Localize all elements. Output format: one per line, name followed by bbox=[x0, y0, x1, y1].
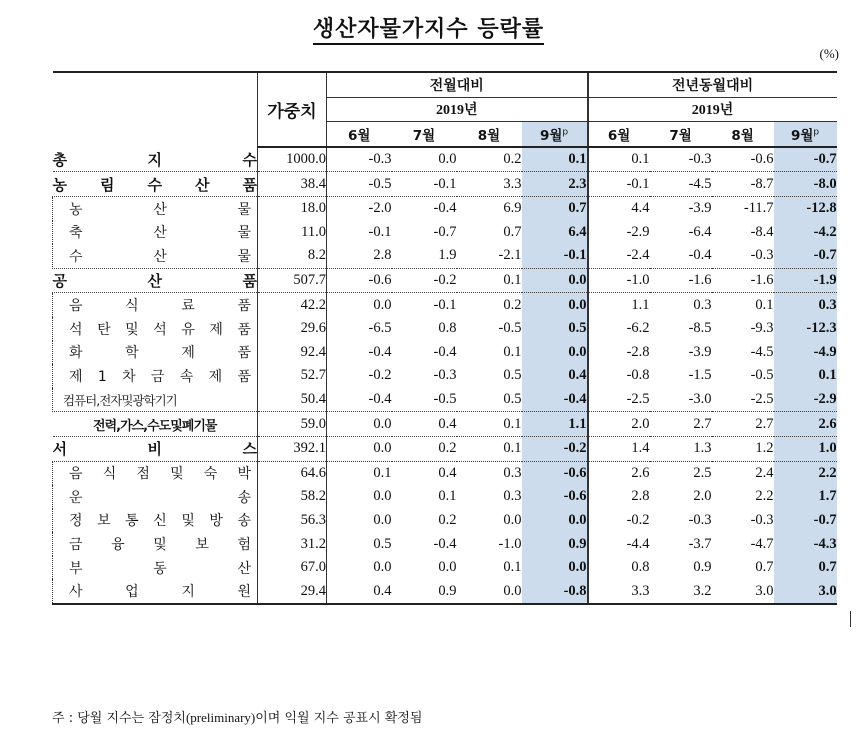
mom-value-cell: 0.2 bbox=[438, 511, 457, 528]
yoy-value-cell: 0.7 bbox=[755, 559, 774, 576]
row-label: 축 산 물 bbox=[53, 221, 258, 245]
row-label: 제 1 차 금 속 제 품 bbox=[53, 364, 258, 388]
mom-value-cell: 0.0 bbox=[522, 341, 588, 365]
yoy-month-6: 6월 bbox=[588, 122, 650, 147]
ppi-table bbox=[52, 71, 837, 605]
mom-value-cell: -0.1 bbox=[368, 223, 392, 240]
yoy-value-cell: -2.9 bbox=[774, 388, 837, 412]
yoy-value-cell: 2.2 bbox=[755, 488, 774, 505]
mom-value-cell: -2.0 bbox=[368, 200, 392, 217]
yoy-value-cell: 1.2 bbox=[712, 436, 774, 461]
yoy-value-cell: 1.4 bbox=[588, 436, 650, 461]
yoy-value-cell: 0.1 bbox=[588, 147, 650, 172]
yoy-group-header: 전년동월대비 bbox=[588, 72, 837, 97]
mom-value-cell: -2.1 bbox=[457, 244, 522, 268]
yoy-value-cell: -1.5 bbox=[688, 367, 712, 384]
yoy-value-cell: 0.7 bbox=[774, 556, 837, 580]
yoy-value-cell: 4.4 bbox=[588, 196, 650, 220]
yoy-value-cell: 2.2 bbox=[774, 461, 837, 485]
yoy-value-cell: 3.3 bbox=[588, 579, 650, 604]
mom-value-cell: 0.0 bbox=[438, 559, 457, 576]
yoy-value-cell: -2.5 bbox=[588, 388, 650, 412]
mom-value-cell: 0.0 bbox=[373, 296, 392, 313]
yoy-value-cell: 2.5 bbox=[693, 464, 712, 481]
mom-value-cell: -0.1 bbox=[392, 172, 457, 197]
yoy-value-cell: -4.5 bbox=[650, 172, 712, 197]
mom-value-cell: 0.2 bbox=[503, 296, 522, 313]
mom-value-cell: 0.3 bbox=[503, 464, 522, 481]
yoy-year-header: 2019년 bbox=[588, 97, 837, 122]
yoy-value-cell: -9.3 bbox=[750, 320, 774, 337]
mom-value-cell: -0.2 bbox=[392, 268, 457, 293]
mom-value-cell: 0.2 bbox=[392, 436, 457, 461]
yoy-value-cell: -8.5 bbox=[688, 320, 712, 337]
mom-value-cell: 0.0 bbox=[522, 268, 588, 293]
mom-value-cell: 0.2 bbox=[457, 147, 522, 172]
yoy-value-cell: 3.0 bbox=[712, 579, 774, 604]
mom-value-cell: 0.5 bbox=[503, 367, 522, 384]
weight-cell: 29.4 bbox=[258, 579, 327, 604]
mom-value-cell: -0.4 bbox=[433, 200, 457, 217]
yoy-value-cell: -6.2 bbox=[588, 317, 650, 341]
mom-value-cell: -0.6 bbox=[327, 268, 392, 293]
weight-cell: 18.0 bbox=[258, 196, 327, 220]
mom-value-cell: 0.4 bbox=[392, 412, 457, 437]
mom-value-cell: 0.0 bbox=[522, 293, 588, 317]
yoy-value-cell: -4.9 bbox=[774, 341, 837, 365]
mom-value-cell: 0.1 bbox=[457, 436, 522, 461]
yoy-value-cell: -8.4 bbox=[750, 223, 774, 240]
weight-cell: 59.0 bbox=[258, 412, 327, 437]
weight-cell: 58.2 bbox=[258, 485, 327, 509]
yoy-value-cell: 0.1 bbox=[774, 364, 837, 388]
yoy-value-cell: -2.4 bbox=[588, 244, 650, 268]
yoy-value-cell: 0.3 bbox=[693, 296, 712, 313]
mom-value-cell: -0.4 bbox=[433, 343, 457, 360]
row-label: 정 보 통 신 및 방 송 bbox=[53, 509, 258, 533]
yoy-value-cell: 2.6 bbox=[774, 412, 837, 437]
page-title: 생산자물가지수 등락률 bbox=[0, 12, 857, 43]
mom-month-7: 7월 bbox=[392, 122, 457, 147]
mom-value-cell: -0.3 bbox=[433, 367, 457, 384]
yoy-value-cell: -0.3 bbox=[712, 244, 774, 268]
table-row bbox=[53, 436, 837, 461]
mom-value-cell: -0.1 bbox=[433, 296, 457, 313]
yoy-value-cell: -3.9 bbox=[688, 343, 712, 360]
mom-value-cell: -6.5 bbox=[368, 320, 392, 337]
mom-value-cell: -0.6 bbox=[522, 461, 588, 485]
mom-value-cell: 0.0 bbox=[522, 556, 588, 580]
row-label: 음 식 점 및 숙 박 bbox=[53, 461, 258, 485]
yoy-value-cell: -2.9 bbox=[588, 221, 650, 245]
table-row bbox=[53, 341, 837, 365]
mom-value-cell: 1.9 bbox=[392, 244, 457, 268]
yoy-value-cell: 1.3 bbox=[650, 436, 712, 461]
yoy-value-cell: 2.0 bbox=[588, 412, 650, 437]
mom-value-cell: 0.0 bbox=[503, 511, 522, 528]
table-row bbox=[53, 485, 837, 509]
mom-value-cell: 2.8 bbox=[327, 244, 392, 268]
yoy-value-cell: 3.2 bbox=[650, 579, 712, 604]
mom-value-cell: 6.4 bbox=[522, 221, 588, 245]
row-label: 전력,가스,수도및폐기물 bbox=[53, 412, 258, 437]
mom-value-cell: 0.0 bbox=[522, 509, 588, 533]
mom-value-cell: 0.0 bbox=[373, 488, 392, 505]
yoy-value-cell: -4.5 bbox=[750, 343, 774, 360]
table-row bbox=[53, 268, 837, 293]
row-label: 운 송 bbox=[53, 485, 258, 509]
yoy-value-cell: -0.3 bbox=[688, 511, 712, 528]
mom-value-cell: -0.4 bbox=[327, 388, 392, 412]
mom-value-cell: -0.5 bbox=[498, 320, 522, 337]
weight-header: 가중치 bbox=[258, 72, 327, 147]
weight-cell: 8.2 bbox=[258, 244, 327, 268]
mom-value-cell: -0.3 bbox=[327, 147, 392, 172]
weight-cell: 56.3 bbox=[258, 509, 327, 533]
yoy-value-cell: -4.3 bbox=[774, 532, 837, 556]
row-label: 금 융 및 보 험 bbox=[53, 532, 258, 556]
yoy-value-cell: 2.7 bbox=[650, 412, 712, 437]
mom-value-cell: -0.5 bbox=[327, 172, 392, 197]
mom-value-cell: 0.0 bbox=[327, 436, 392, 461]
yoy-value-cell: -8.0 bbox=[774, 172, 837, 197]
yoy-value-cell: 1.0 bbox=[774, 436, 837, 461]
row-label-header bbox=[53, 72, 258, 147]
yoy-value-cell: 2.6 bbox=[588, 461, 650, 485]
table-row bbox=[53, 221, 837, 245]
yoy-value-cell: -3.9 bbox=[688, 200, 712, 217]
mom-value-cell: 0.7 bbox=[503, 223, 522, 240]
mom-value-cell: -0.2 bbox=[522, 436, 588, 461]
row-label: 서 비 스 bbox=[53, 436, 258, 461]
mom-month-8: 8월 bbox=[457, 122, 522, 147]
table-row bbox=[53, 147, 837, 172]
yoy-value-cell: -0.6 bbox=[712, 147, 774, 172]
text-cursor bbox=[850, 611, 851, 627]
table-row bbox=[53, 579, 837, 604]
yoy-value-cell: -3.0 bbox=[650, 388, 712, 412]
yoy-value-cell: -0.8 bbox=[588, 364, 650, 388]
yoy-value-cell: -0.2 bbox=[588, 509, 650, 533]
mom-year-header: 2019년 bbox=[327, 97, 588, 122]
mom-value-cell: 0.7 bbox=[522, 196, 588, 220]
mom-value-cell: 0.0 bbox=[457, 579, 522, 604]
yoy-value-cell: -4.7 bbox=[750, 535, 774, 552]
mom-value-cell: -0.4 bbox=[368, 343, 392, 360]
mom-value-cell: -0.4 bbox=[433, 535, 457, 552]
yoy-value-cell: -8.7 bbox=[712, 172, 774, 197]
mom-value-cell: 0.3 bbox=[503, 488, 522, 505]
table-row bbox=[53, 461, 837, 485]
mom-value-cell: 2.3 bbox=[522, 172, 588, 197]
yoy-value-cell: -4.2 bbox=[774, 221, 837, 245]
mom-value-cell: 0.9 bbox=[522, 532, 588, 556]
row-label: 부 동 산 bbox=[53, 556, 258, 580]
yoy-value-cell: -1.9 bbox=[774, 268, 837, 293]
mom-value-cell: 0.1 bbox=[457, 412, 522, 437]
yoy-value-cell: -6.4 bbox=[688, 223, 712, 240]
mom-value-cell: 0.5 bbox=[373, 535, 392, 552]
yoy-value-cell: 3.0 bbox=[774, 579, 837, 604]
yoy-value-cell: -0.7 bbox=[774, 509, 837, 533]
mom-value-cell: 0.0 bbox=[373, 511, 392, 528]
weight-cell: 92.4 bbox=[258, 341, 327, 365]
mom-value-cell: 0.1 bbox=[373, 464, 392, 481]
yoy-value-cell: 0.8 bbox=[588, 556, 650, 580]
mom-value-cell: 0.4 bbox=[327, 579, 392, 604]
mom-value-cell: -0.1 bbox=[522, 244, 588, 268]
mom-value-cell: 0.1 bbox=[438, 488, 457, 505]
yoy-month-7: 7월 bbox=[650, 122, 712, 147]
row-label: 화 학 제 품 bbox=[53, 341, 258, 365]
mom-month-6: 6월 bbox=[327, 122, 392, 147]
mom-value-cell: -0.5 bbox=[392, 388, 457, 412]
yoy-value-cell: -1.6 bbox=[650, 268, 712, 293]
mom-value-cell: 0.0 bbox=[327, 412, 392, 437]
row-label: 수 산 물 bbox=[53, 244, 258, 268]
unit-label: (%) bbox=[819, 46, 839, 61]
yoy-value-cell: 1.1 bbox=[588, 293, 650, 317]
table-row bbox=[53, 364, 837, 388]
weight-cell: 38.4 bbox=[258, 172, 327, 197]
mom-value-cell: 0.5 bbox=[457, 388, 522, 412]
mom-value-cell: 0.1 bbox=[503, 343, 522, 360]
mom-value-cell: -0.7 bbox=[433, 223, 457, 240]
table-row bbox=[53, 317, 837, 341]
table-row bbox=[53, 532, 837, 556]
table-row bbox=[53, 244, 837, 268]
yoy-value-cell: -0.3 bbox=[750, 511, 774, 528]
mom-value-cell: 0.9 bbox=[392, 579, 457, 604]
weight-cell: 64.6 bbox=[258, 461, 327, 485]
yoy-value-cell: 1.7 bbox=[774, 485, 837, 509]
row-label: 총 지 수 bbox=[53, 147, 258, 172]
weight-cell: 11.0 bbox=[258, 221, 327, 245]
yoy-month-9: 9월$^p$ bbox=[774, 122, 837, 147]
table-row bbox=[53, 388, 837, 412]
yoy-value-cell: -0.4 bbox=[650, 244, 712, 268]
mom-value-cell: -0.8 bbox=[522, 579, 588, 604]
yoy-value-cell: 2.4 bbox=[755, 464, 774, 481]
yoy-month-8: 8월 bbox=[712, 122, 774, 147]
yoy-value-cell: -12.8 bbox=[774, 196, 837, 220]
row-label: 공 산 품 bbox=[53, 268, 258, 293]
yoy-value-cell: -1.0 bbox=[588, 268, 650, 293]
yoy-value-cell: 0.9 bbox=[693, 559, 712, 576]
yoy-value-cell: -0.1 bbox=[588, 172, 650, 197]
mom-value-cell: -0.6 bbox=[522, 485, 588, 509]
weight-cell: 507.7 bbox=[258, 268, 327, 293]
mom-value-cell: 0.4 bbox=[438, 464, 457, 481]
mom-value-cell: 0.1 bbox=[503, 559, 522, 576]
mom-value-cell: 3.3 bbox=[457, 172, 522, 197]
row-label: 음 식 료 품 bbox=[53, 293, 258, 317]
mom-value-cell: 0.4 bbox=[522, 364, 588, 388]
table-row bbox=[53, 412, 837, 437]
mom-month-9: 9월$^p$ bbox=[522, 122, 588, 147]
mom-value-cell: -0.2 bbox=[368, 367, 392, 384]
weight-cell: 29.6 bbox=[258, 317, 327, 341]
yoy-value-cell: -2.5 bbox=[712, 388, 774, 412]
yoy-value-cell: -2.8 bbox=[588, 341, 650, 365]
yoy-value-cell: -3.7 bbox=[688, 535, 712, 552]
mom-value-cell: 0.1 bbox=[457, 268, 522, 293]
weight-cell: 31.2 bbox=[258, 532, 327, 556]
weight-cell: 392.1 bbox=[258, 436, 327, 461]
yoy-value-cell: 2.0 bbox=[693, 488, 712, 505]
yoy-value-cell: -1.6 bbox=[712, 268, 774, 293]
yoy-value-cell: -11.7 bbox=[743, 200, 774, 217]
row-label: 컴퓨터,전자및광학기기 bbox=[53, 388, 258, 412]
table-row bbox=[53, 172, 837, 197]
table-row bbox=[53, 556, 837, 580]
yoy-value-cell: 2.8 bbox=[588, 485, 650, 509]
weight-cell: 52.7 bbox=[258, 364, 327, 388]
row-label: 농 림 수 산 품 bbox=[53, 172, 258, 197]
row-label: 석 탄 및 석 유 제 품 bbox=[53, 317, 258, 341]
mom-value-cell: 0.1 bbox=[522, 147, 588, 172]
table-row bbox=[53, 196, 837, 220]
weight-cell: 50.4 bbox=[258, 388, 327, 412]
weight-cell: 1000.0 bbox=[258, 147, 327, 172]
yoy-value-cell: 2.7 bbox=[712, 412, 774, 437]
yoy-value-cell: -0.7 bbox=[774, 244, 837, 268]
yoy-value-cell: -0.3 bbox=[650, 147, 712, 172]
mom-value-cell: 0.8 bbox=[438, 320, 457, 337]
table-row bbox=[53, 509, 837, 533]
yoy-value-cell: 0.1 bbox=[755, 296, 774, 313]
yoy-value-cell: -0.5 bbox=[750, 367, 774, 384]
mom-value-cell: 0.0 bbox=[373, 559, 392, 576]
yoy-value-cell: -0.7 bbox=[774, 147, 837, 172]
mom-value-cell: 6.9 bbox=[503, 200, 522, 217]
footnote: 주 : 당월 지수는 잠정치(preliminary)이며 익월 지수 공표시 확정됨 bbox=[52, 710, 423, 726]
mom-value-cell: -0.4 bbox=[522, 388, 588, 412]
yoy-value-cell: -12.3 bbox=[774, 317, 837, 341]
mom-value-cell: -1.0 bbox=[498, 535, 522, 552]
mom-value-cell: 0.5 bbox=[522, 317, 588, 341]
mom-group-header: 전월대비 bbox=[327, 72, 588, 97]
weight-cell: 42.2 bbox=[258, 293, 327, 317]
weight-cell: 67.0 bbox=[258, 556, 327, 580]
yoy-value-cell: 0.3 bbox=[774, 293, 837, 317]
yoy-value-cell: -4.4 bbox=[588, 532, 650, 556]
mom-value-cell: 0.0 bbox=[392, 147, 457, 172]
row-label: 농 산 물 bbox=[53, 196, 258, 220]
row-label: 사 업 지 원 bbox=[53, 579, 258, 604]
mom-value-cell: 1.1 bbox=[522, 412, 588, 437]
table-row bbox=[53, 293, 837, 317]
